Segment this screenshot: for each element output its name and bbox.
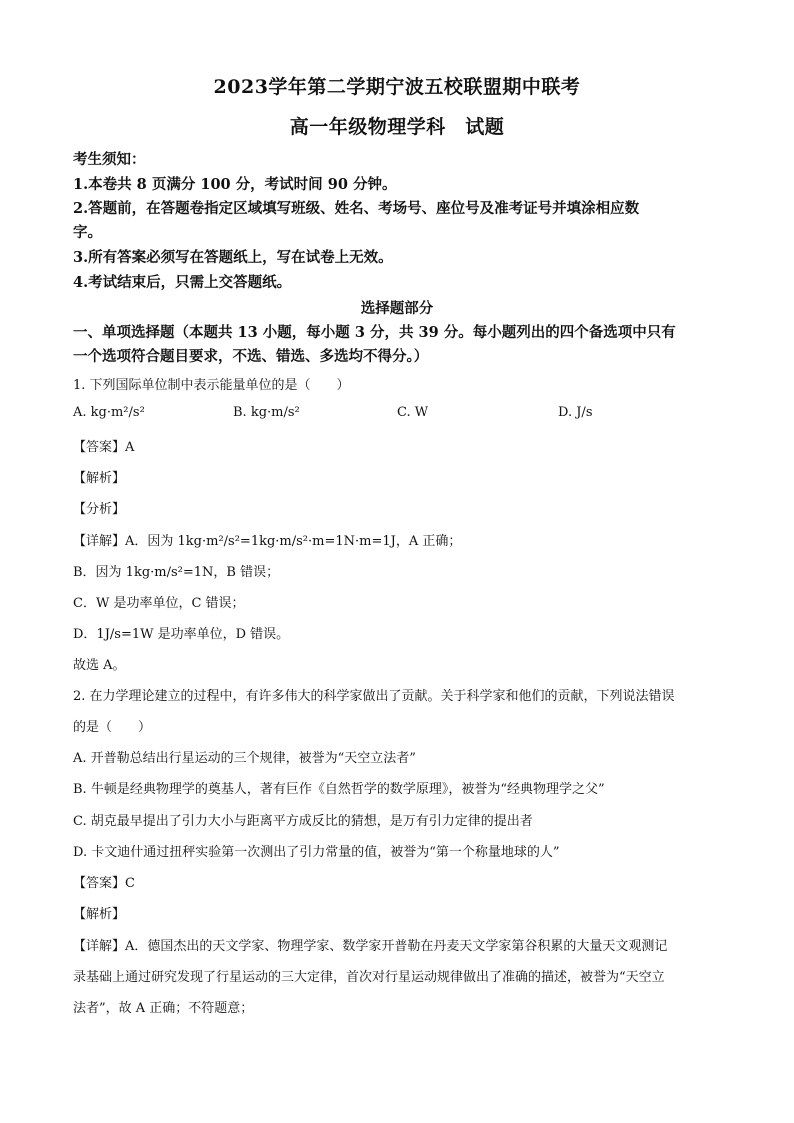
notice-heading: 考生须知： [73, 151, 146, 168]
q1-detail-line: B．因为 1kg·m/s²=1N，B 错误； [73, 565, 280, 580]
section-instruction: 一个选项符合题目要求，不选、错选、多选均不得分。） [73, 348, 429, 365]
exam-subtitle: 高一年级物理学科 试题 [289, 116, 505, 138]
q1-option-c: C. W [397, 405, 429, 420]
q1-option-a: A. kg·m²/s² [73, 405, 145, 420]
question-1-stem: 1. 下列国际单位制中表示能量单位的是（ ） [73, 378, 350, 393]
q1-detail-line: 【详解】A．因为 1kg·m²/s²=1kg·m/s²·m=1N·m=1J，A 正确； [73, 534, 462, 549]
q1-answer: 【答案】A [73, 440, 135, 455]
exam-title: 2023学年第二学期宁波五校联盟期中联考 [213, 76, 581, 98]
q2-detail-line: 录基础上通过研究发现了行星运动的三大定律，首次对行星运动规律做出了准确的描述，被誉为“天空立 [73, 970, 665, 985]
q1-analysis-label: 【解析】 [73, 471, 126, 486]
q2-answer: 【答案】C [73, 876, 135, 891]
question-2-stem: 2. 在力学理论建立的过程中，有许多伟大的科学家做出了贡献。关于科学家和他们的贡献，下列说法错误 [73, 689, 675, 704]
notice-item: 2.答题前，在答题卷指定区域填写班级、姓名、考场号、座位号及准考证号并填涂相应数 [73, 200, 640, 217]
notice-item: 1.本卷共 8 页满分 100 分，考试时间 90 分钟。 [73, 176, 397, 193]
q2-detail-line: 法者”，故 A 正确；不符题意； [73, 1001, 254, 1016]
section-title: 选择题部分 [360, 300, 434, 317]
q2-option-c: C. 胡克最早提出了引力大小与距离平方成反比的猜想，是万有引力定律的提出者 [73, 814, 533, 829]
q2-option-b: B. 牛顿是经典物理学的奠基人，著有巨作《自然哲学的数学原理》，被誉为“经典物理学之父” [73, 782, 605, 797]
q2-option-a: A. 开普勒总结出行星运动的三个规律，被誉为“天空立法者” [73, 751, 416, 766]
notice-item: 字。 [73, 224, 102, 241]
question-2-stem-cont: 的是（ ） [73, 720, 152, 735]
q1-fenxi-label: 【分析】 [73, 502, 126, 517]
q1-detail-line: C．W 是功率单位，C 错误； [73, 596, 245, 611]
notice-item: 3.所有答案必须写在答题纸上，写在试卷上无效。 [73, 249, 393, 266]
section-instruction: 一、单项选择题（本题共 13 小题，每小题 3 分，共 39 分。每小题列出的四个备选项中只有 [73, 324, 676, 341]
q2-analysis-label: 【解析】 [73, 907, 126, 922]
q1-option-b: B. kg·m/s² [233, 405, 300, 420]
q1-option-d: D. J/s [558, 405, 593, 420]
q1-detail-line: D．1J/s=1W 是功率单位，D 错误。 [73, 627, 290, 642]
q2-option-d: D. 卡文迪什通过扭秤实验第一次测出了引力常量的值，被誉为“第一个称量地球的人” [73, 845, 560, 860]
q2-detail-line: 【详解】A．德国杰出的天文学家、物理学家、数学家开普勒在丹麦天文学家第谷积累的大量天文观测记 [73, 939, 668, 954]
q1-conclusion: 故选 A。 [73, 658, 126, 673]
notice-item: 4.考试结束后，只需上交答题纸。 [73, 274, 292, 291]
